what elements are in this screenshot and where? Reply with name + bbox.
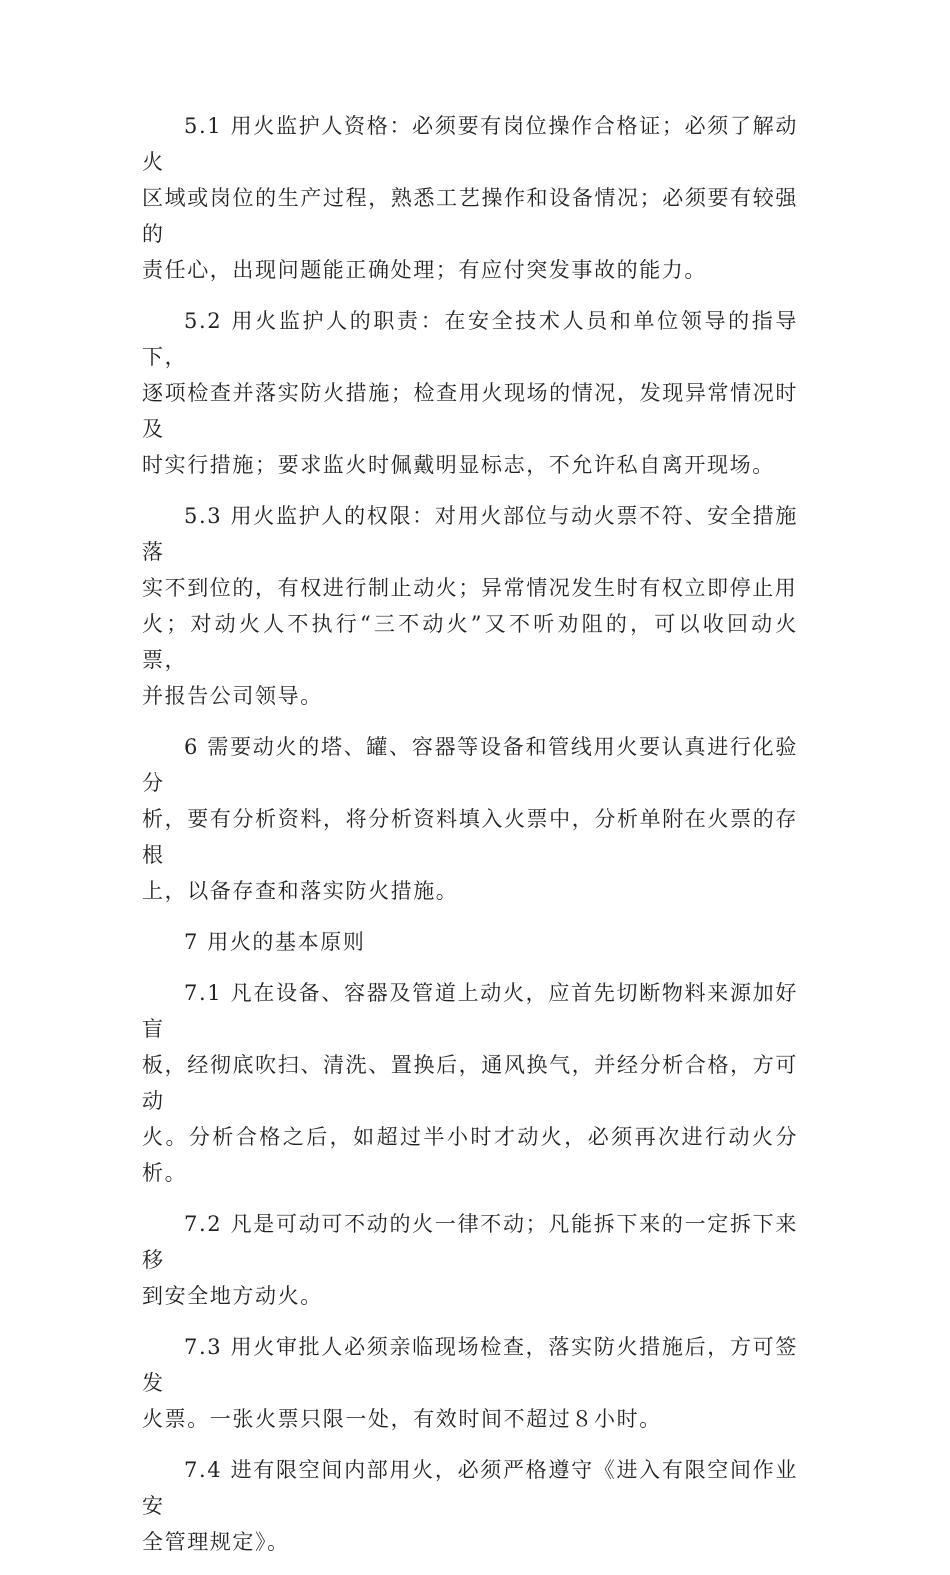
- text-line: 7.2 凡是可动可不动的火一律不动；凡能拆下来的一定拆下来移: [142, 1212, 798, 1272]
- paragraph-7-2: [142, 1206, 798, 1314]
- text-line: 火票。一张火票只限一处，有效时间不超过８小时。: [142, 1407, 662, 1431]
- text-line: 实不到位的，有权进行制止动火；异常情况发生时有权立即停止用: [142, 576, 798, 600]
- text-line: 区域或岗位的生产过程，熟悉工艺操作和设备情况；必须要有较强的: [142, 186, 798, 246]
- document-body: [142, 108, 798, 1575]
- heading-text: 7 用火的基本原则: [184, 930, 366, 954]
- paragraph-5-1: [142, 108, 798, 288]
- text-line: 火；对动火人不执行“三不动火”又不听劝阻的，可以收回动火票，: [142, 612, 798, 672]
- text-line: 析，要有分析资料，将分析资料填入火票中，分析单附在火票的存根: [142, 807, 798, 867]
- text-line: 5.3 用火监护人的权限：对用火部位与动火票不符、安全措施落: [142, 504, 798, 564]
- paragraph-7-1: [142, 975, 798, 1191]
- text-line: 逐项检查并落实防火措施；检查用火现场的情况，发现异常情况时及: [142, 381, 798, 441]
- text-line: 板，经彻底吹扫、清洗、置换后，通风换气，并经分析合格，方可动: [142, 1053, 798, 1113]
- text-line: 5.1 用火监护人资格：必须要有岗位操作合格证；必须了解动火: [142, 114, 798, 174]
- text-line: 并报告公司领导。: [142, 684, 323, 708]
- paragraph-7-4: [142, 1452, 798, 1560]
- paragraph-7-3: [142, 1329, 798, 1437]
- paragraph-6: [142, 729, 798, 909]
- text-line: 6 需要动火的塔、罐、容器等设备和管线用火要认真进行化验分: [142, 735, 798, 795]
- text-line: 5.2 用火监护人的职责：在安全技术人员和单位领导的指导下，: [142, 309, 798, 369]
- text-line: 时实行措施；要求监火时佩戴明显标志，不允许私自离开现场。: [142, 453, 775, 477]
- text-line: 7.1 凡在设备、容器及管道上动火，应首先切断物料来源加好盲: [142, 981, 798, 1041]
- text-line: 全管理规定》。: [142, 1530, 290, 1554]
- text-line: 7.4 进有限空间内部用火，必须严格遵守《进入有限空间作业安: [142, 1458, 798, 1518]
- text-line: 责任心，出现问题能正确处理；有应付突发事故的能力。: [142, 258, 707, 282]
- text-line: 到安全地方动火。: [142, 1284, 323, 1308]
- text-line: 7.3 用火审批人必须亲临现场检查，落实防火措施后，方可签发: [142, 1335, 798, 1395]
- text-line: 上，以备存查和落实防火措施。: [142, 879, 459, 903]
- paragraph-5-3: [142, 498, 798, 714]
- section-heading-7: [142, 924, 798, 960]
- paragraph-5-2: [142, 303, 798, 483]
- text-line: 火。分析合格之后，如超过半小时才动火，必须再次进行动火分析。: [142, 1125, 798, 1185]
